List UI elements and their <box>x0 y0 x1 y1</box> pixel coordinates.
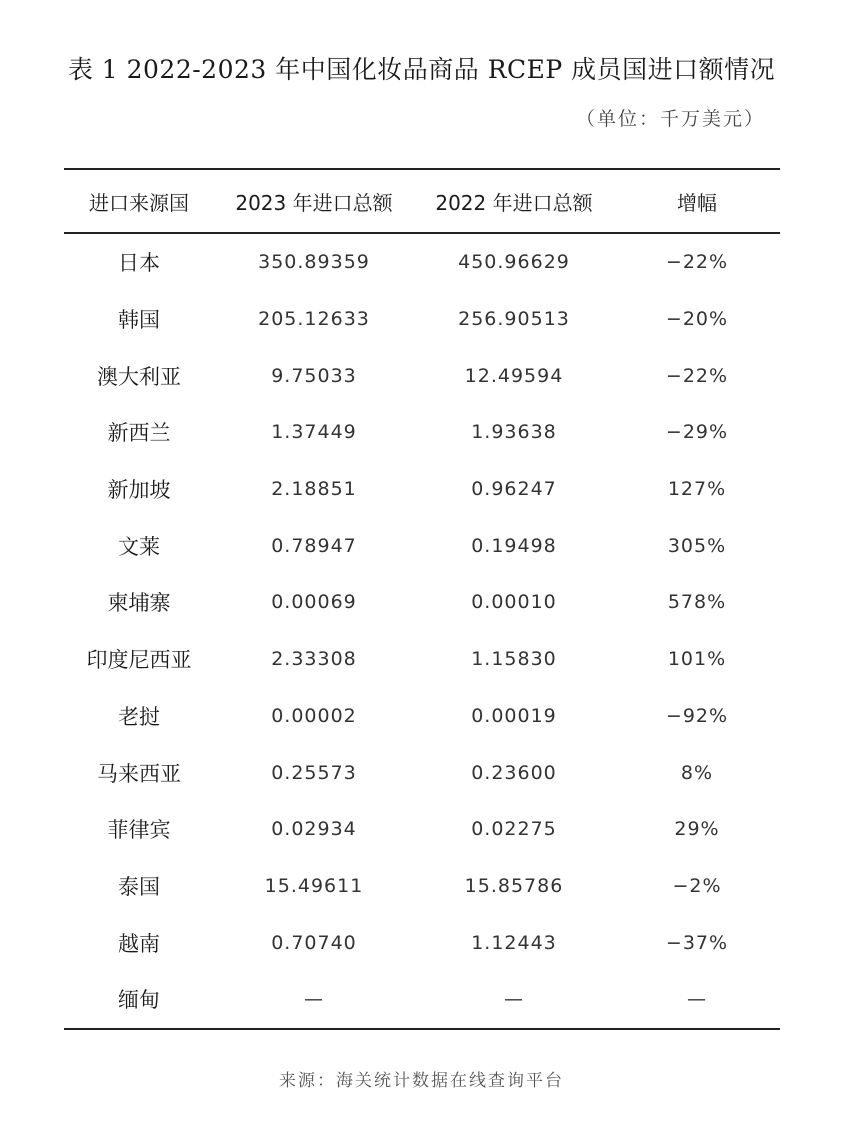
value-2022-cell: 256.90513 <box>458 308 570 331</box>
table-row <box>64 914 780 971</box>
value-2022-cell: 0.00010 <box>471 591 557 614</box>
country-cell: 印度尼西亚 <box>86 648 192 673</box>
country-cell: 新西兰 <box>107 421 171 446</box>
country-cell: 越南 <box>118 931 160 956</box>
value-2023-cell: 205.12633 <box>258 308 370 331</box>
table-row <box>64 744 780 801</box>
table-row <box>64 688 780 745</box>
value-2022-cell: 0.02275 <box>471 818 557 841</box>
country-cell: 泰国 <box>118 874 160 899</box>
growth-cell: 127% <box>667 478 727 501</box>
value-2023-cell: 1.37449 <box>271 421 357 444</box>
growth-cell: −20% <box>665 308 729 331</box>
header-country: 进口来源国 <box>64 169 214 233</box>
country-cell: 菲律宾 <box>107 818 171 843</box>
table-row <box>64 971 780 1029</box>
import-table <box>64 168 780 1030</box>
value-2022-cell: 15.85786 <box>464 874 564 897</box>
value-2023-cell: 0.02934 <box>271 818 357 841</box>
table-row <box>64 801 780 858</box>
table-row <box>64 291 780 348</box>
country-cell: 老挝 <box>118 704 160 729</box>
value-2022-cell: 0.23600 <box>471 761 557 784</box>
table-header-row <box>64 169 780 233</box>
value-2022-cell: 12.49594 <box>464 364 564 387</box>
table-row <box>64 404 780 461</box>
table-row <box>64 233 780 291</box>
table-title: 表 1 2022-2023 年中国化妆品商品 RCEP 成员国进口额情况 <box>67 55 776 84</box>
table-row <box>64 858 780 915</box>
country-cell: 澳大利亚 <box>97 364 181 389</box>
value-2023-cell: 0.70740 <box>271 931 357 954</box>
growth-cell: −22% <box>665 364 729 387</box>
growth-cell: −22% <box>665 251 729 274</box>
table-row <box>64 517 780 574</box>
growth-cell: 578% <box>667 591 727 614</box>
country-cell: 文莱 <box>118 534 160 559</box>
country-cell: 韩国 <box>118 308 160 333</box>
country-cell: 缅甸 <box>118 988 160 1013</box>
value-2023-cell: 2.33308 <box>271 648 357 671</box>
value-2022-cell: 0.00019 <box>471 704 557 727</box>
value-2023-cell: 0.78947 <box>271 534 357 557</box>
growth-cell: — <box>687 988 707 1011</box>
country-cell: 日本 <box>118 251 160 276</box>
header-2023-total: 2023 年进口总额 <box>214 169 414 233</box>
growth-cell: −92% <box>665 704 729 727</box>
growth-cell: 305% <box>667 534 727 557</box>
table-row <box>64 631 780 688</box>
growth-cell: −29% <box>665 421 729 444</box>
value-2023-cell: — <box>304 988 324 1011</box>
growth-cell: 101% <box>667 648 727 671</box>
growth-cell: −37% <box>665 931 729 954</box>
country-cell: 马来西亚 <box>97 761 181 786</box>
country-cell: 新加坡 <box>107 478 171 503</box>
value-2023-cell: 0.00002 <box>271 704 357 727</box>
table-row <box>64 461 780 518</box>
table-row <box>64 347 780 404</box>
growth-cell: −2% <box>672 874 722 897</box>
header-growth: 增幅 <box>614 169 780 233</box>
growth-cell: 8% <box>680 761 714 784</box>
value-2022-cell: — <box>504 988 524 1011</box>
value-2023-cell: 0.25573 <box>271 761 357 784</box>
growth-cell: 29% <box>674 818 720 841</box>
value-2022-cell: 0.96247 <box>471 478 557 501</box>
value-2022-cell: 1.12443 <box>471 931 557 954</box>
country-cell: 柬埔寨 <box>107 591 171 616</box>
value-2023-cell: 350.89359 <box>258 251 370 274</box>
value-2022-cell: 0.19498 <box>471 534 557 557</box>
value-2022-cell: 1.15830 <box>471 648 557 671</box>
value-2022-cell: 1.93638 <box>471 421 557 444</box>
source-note: 来源：海关统计数据在线查询平台 <box>279 1071 564 1091</box>
value-2023-cell: 9.75033 <box>271 364 357 387</box>
value-2023-cell: 15.49611 <box>264 874 364 897</box>
unit-note: （单位：千万美元） <box>575 108 765 130</box>
value-2023-cell: 2.18851 <box>271 478 357 501</box>
value-2022-cell: 450.96629 <box>458 251 570 274</box>
header-2022-total: 2022 年进口总额 <box>414 169 614 233</box>
table-row <box>64 574 780 631</box>
value-2023-cell: 0.00069 <box>271 591 357 614</box>
